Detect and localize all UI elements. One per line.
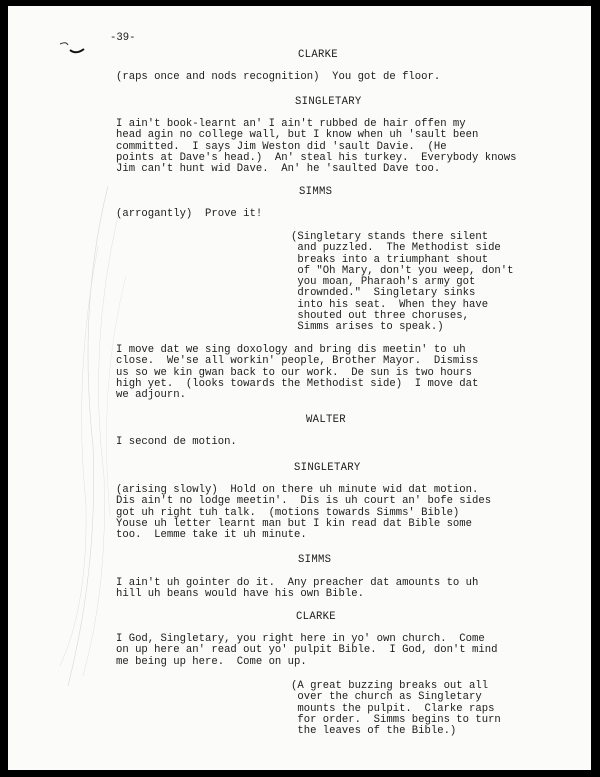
speaker-singletary: SINGLETARY bbox=[294, 462, 361, 474]
speaker-simms: SIMMS bbox=[298, 554, 332, 566]
document-page bbox=[8, 6, 591, 770]
speaker-singletary: SINGLETARY bbox=[295, 96, 362, 108]
dialogue-block: I move dat we sing doxology and bring dis meetin' to uh close. We'se all workin' people, Brother Mayor. Dismiss us so we kin gwan back to our work. De sun is two hours high yet. (looks towards the Methodist side) I move dat we adjourn. bbox=[116, 344, 479, 402]
page-number: -39- bbox=[110, 32, 136, 44]
stage-direction: (Singletary stands there silent and puzzled. The Methodist side breaks into a triumphant shout of "Oh Mary, don't you weep, don't you moan, Pharaoh's army got drownded." Singletary sinks into his seat. When they have shouted out three choruses, Simms arises to speak.) bbox=[291, 231, 514, 334]
speaker-clarke: CLARKE bbox=[298, 49, 338, 61]
speaker-clarke: CLARKE bbox=[296, 611, 336, 623]
speaker-walter: WALTER bbox=[306, 414, 346, 426]
dialogue-block: I ain't uh gointer do it. Any preacher dat amounts to uh hill uh beans would have his own Bible. bbox=[116, 577, 479, 601]
dialogue-line: I second de motion. bbox=[116, 436, 237, 448]
dialogue-line: (arrogantly) Prove it! bbox=[116, 208, 263, 220]
stage-direction: (A great buzzing breaks out all over the church as Singletary mounts the pulpit. Clarke raps for order. Simms begins to turn the leaves of the Bible.) bbox=[291, 680, 501, 738]
dialogue-line: (raps once and nods recognition) You got de floor. bbox=[116, 71, 441, 83]
dialogue-block: I God, Singletary, you right here in yo' own church. Come on up here an' read out yo' pulpit Bible. I God, don't mind me being up here. Come on up. bbox=[116, 633, 498, 668]
dialogue-block: (arising slowly) Hold on there uh minute wid dat motion. Dis ain't no lodge meetin'. Dis is uh court an' bofe sides got uh right tuh talk. (motions towards Simms' Bible) Youse uh letter learnt man but I kin read dat Bible some too. Lemme take it uh minute. bbox=[116, 484, 492, 542]
speaker-simms: SIMMS bbox=[299, 186, 333, 198]
dialogue-block: I ain't book-learnt an' I ain't rubbed de hair offen my head agin no college wall, but I know when uh 'sault been committed. I says Jim Weston did 'sault Davie. (He points at Dave's head.) An' steal his turkey. Everybody knows Jim can't hunt wid Dave. An' he 'saulted Dave too. bbox=[116, 118, 517, 176]
ink-mark-icon bbox=[58, 40, 94, 58]
